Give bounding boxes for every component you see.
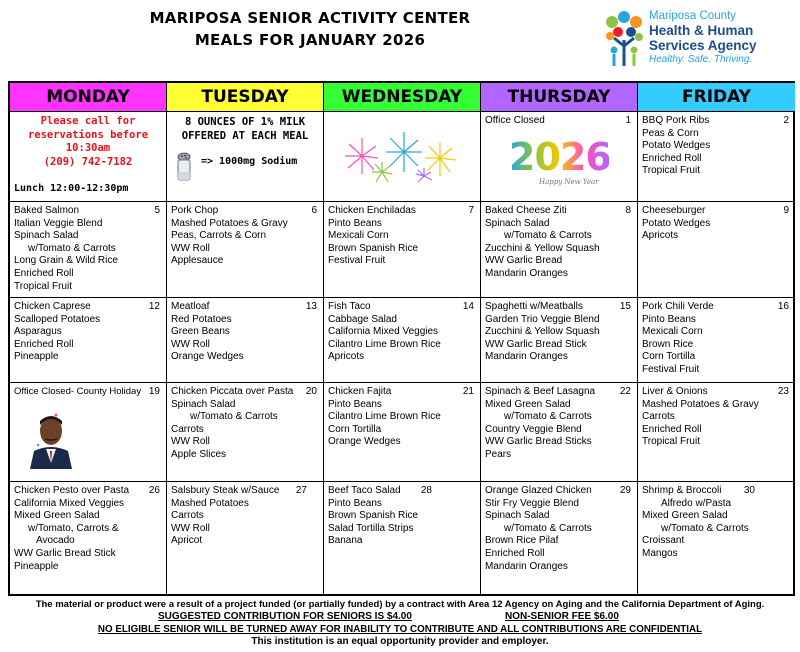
- menu-line: Enriched Roll: [642, 423, 702, 435]
- title-line-2: MEALS FOR JANUARY 2026: [194, 31, 426, 49]
- cell-day-16: [638, 298, 795, 383]
- menu-line: Italian Veggie Blend: [14, 217, 103, 229]
- menu-line: Mixed Green Salad: [485, 398, 571, 410]
- header-friday: FRIDAY: [638, 83, 795, 112]
- menu-line: Carrots: [642, 411, 675, 423]
- menu-line: Mandarin Oranges: [485, 267, 568, 279]
- menu-line: WW Roll: [171, 522, 210, 534]
- menu-line: Corn Tortilla: [642, 351, 696, 363]
- day-number: 20: [305, 386, 317, 397]
- menu-line: Potato Wedges: [642, 217, 711, 229]
- menu-line: Country Veggie Blend: [485, 423, 582, 435]
- day-number: 13: [305, 301, 317, 312]
- menu-line: Chicken Enchiladas: [328, 205, 416, 216]
- menu-line: Mixed Green Salad: [14, 510, 100, 522]
- menu-line: Brown Rice Pilaf: [485, 535, 559, 547]
- menu-line: Mixed Green Salad: [642, 510, 728, 522]
- sodium-note: => 1000mg Sodium: [201, 156, 298, 167]
- cell-day-26: [10, 482, 167, 594]
- menu-line: Cabbage Salad: [328, 313, 397, 325]
- day-number: 22: [619, 386, 631, 397]
- cell-day-29: [481, 482, 638, 594]
- menu-line: Enriched Roll: [485, 547, 545, 559]
- menu-line: Apricot: [171, 535, 203, 547]
- menu-line: Pinto Beans: [328, 497, 382, 509]
- menu-line: Cheeseburger: [642, 205, 706, 216]
- logo-name-line-1: Health & Human: [649, 23, 754, 38]
- logo-tagline: Healthy. Safe. Thriving.: [649, 54, 753, 65]
- menu-line: w/Tomato & Carrots: [28, 242, 116, 254]
- cell-day-6: [167, 202, 324, 298]
- menu-line: Corn Tortilla: [328, 423, 382, 435]
- family-tree-icon: [602, 10, 648, 68]
- menu-line: BBQ Pork Ribs: [642, 115, 710, 126]
- header-thursday: THURSDAY: [481, 83, 638, 112]
- cell-day-20: [167, 383, 324, 482]
- menu-line: Brown Rice: [642, 338, 694, 350]
- fireworks-icon: [332, 128, 472, 188]
- menu-line: Pork Chili Verde: [642, 301, 714, 312]
- cell-info-tuesday: [167, 112, 324, 202]
- no-turn-away-notice: NO ELIGIBLE SENIOR WILL BE TURNED AWAY FOR INABILITY TO CONTRIBUTE AND ALL CONTRIBUTIONS ARE CONFIDENTIAL: [97, 624, 703, 635]
- reservation-notice: Please call for reservations before 10:30am (209) 742-7182: [27, 115, 149, 168]
- menu-line: Mashed Potatoes & Gravy: [171, 217, 288, 229]
- day-number: 23: [777, 386, 789, 397]
- menu-line: w/Tomato & Carrots: [504, 522, 592, 534]
- menu-line: Office Closed- County Holiday: [14, 386, 142, 397]
- cell-day-13: [167, 298, 324, 383]
- cell-day-7: [324, 202, 481, 298]
- day-number: 8: [625, 205, 631, 216]
- menu-line: WW Garlic Bread: [485, 255, 563, 267]
- cell-day-14: [324, 298, 481, 383]
- menu-line: Orange Wedges: [171, 351, 244, 363]
- cell-day-23: [638, 383, 795, 482]
- lunch-hours: Lunch 12:00-12:30pm: [14, 183, 129, 194]
- menu-line: Mandarin Oranges: [485, 351, 568, 363]
- menu-line: WW Roll: [171, 436, 210, 448]
- menu-line: Festival Fruit: [328, 255, 386, 267]
- logo-text: [649, 10, 757, 66]
- menu-line: Chicken Piccata over Pasta: [171, 386, 294, 397]
- menu-line: Mandarin Oranges: [485, 560, 568, 572]
- menu-line: Cilantro Lime Brown Rice: [328, 411, 441, 423]
- logo-county: Mariposa County: [649, 10, 736, 22]
- logo-name-line-2: Services Agency: [649, 38, 757, 53]
- menu-line: California Mixed Veggies: [328, 326, 439, 338]
- menu-line: w/Tomato, Carrots &: [28, 522, 119, 534]
- menu-line: Zucchini & Yellow Squash: [485, 326, 600, 338]
- cell-day-8: [481, 202, 638, 298]
- equal-opportunity-notice: This institution is an equal opportunity provider and employer.: [251, 636, 549, 647]
- cell-day-28: [324, 482, 481, 594]
- menu-line: Chicken Caprese: [14, 301, 91, 312]
- meal-calendar: [8, 81, 795, 596]
- day-number: 2: [783, 115, 789, 126]
- menu-line: Spinach & Beef Lasagna: [485, 386, 596, 397]
- menu-line: Zucchini & Yellow Squash: [485, 242, 600, 254]
- menu-line: Chicken Pesto over Pasta: [14, 485, 130, 496]
- menu-line: WW Garlic Bread Sticks: [485, 436, 592, 448]
- menu-line: Peas & Corn: [642, 127, 699, 139]
- header-tuesday: TUESDAY: [167, 83, 324, 112]
- page-title: [110, 7, 510, 51]
- day-number: 30: [743, 485, 755, 496]
- menu-line: Fish Taco: [328, 301, 371, 312]
- menu-line: Scalloped Potatoes: [14, 313, 101, 325]
- cell-day-15: [481, 298, 638, 383]
- menu-line: Meatloaf: [171, 301, 210, 312]
- menu-line: Baked Cheese Ziti: [485, 205, 567, 216]
- menu-line: Pineapple: [14, 560, 59, 572]
- menu-line: Enriched Roll: [14, 267, 74, 279]
- menu-line: Salad Tortilla Strips: [328, 522, 414, 534]
- menu-line: Pork Chop: [171, 205, 219, 216]
- menu-line: Enriched Roll: [642, 152, 702, 164]
- menu-line: Apple Slices: [171, 448, 227, 460]
- cell-day-30: [638, 482, 795, 594]
- menu-line: Orange Glazed Chicken: [485, 485, 592, 496]
- menu-line: Apricots: [642, 230, 679, 242]
- menu-line: w/Tomato & Carrots: [504, 230, 592, 242]
- menu-line: Tropical Fruit: [14, 280, 72, 292]
- day-number: 16: [777, 301, 789, 312]
- menu-line: Banana: [328, 535, 363, 547]
- menu-line: Peas, Carrots & Corn: [171, 230, 267, 242]
- menu-line: Liver & Onions: [642, 386, 708, 397]
- menu-line: California Mixed Veggies: [14, 497, 125, 509]
- cell-day-22: [481, 383, 638, 482]
- menu-line: Croissant: [642, 535, 685, 547]
- cell-info-wednesday: [324, 112, 481, 202]
- menu-line: Shrimp & Broccoli: [642, 485, 722, 496]
- new-year-number: 2026: [509, 135, 611, 179]
- non-senior-fee: NON-SENIOR FEE $6.00: [505, 611, 619, 622]
- menu-line: Beef Taco Salad: [328, 485, 401, 496]
- menu-line: Pineapple: [14, 351, 59, 363]
- cell-info-monday: [10, 112, 167, 202]
- day-number: 28: [420, 485, 432, 496]
- day-number: 6: [311, 205, 317, 216]
- menu-line: Pinto Beans: [328, 398, 382, 410]
- menu-line: Pinto Beans: [328, 217, 382, 229]
- cell-day-2: [638, 112, 795, 202]
- menu-line: Cilantro Lime Brown Rice: [328, 338, 441, 350]
- menu-line: Red Potatoes: [171, 313, 232, 325]
- menu-line: Spinach Salad: [14, 230, 79, 242]
- day-number: 27: [295, 485, 307, 496]
- milk-notice: 8 OUNCES OF 1% MILK OFFERED AT EACH MEAL: [181, 116, 309, 142]
- menu-line: Carrots: [171, 510, 204, 522]
- menu-line: Mashed Potatoes & Gravy: [642, 398, 759, 410]
- menu-line: Orange Wedges: [328, 436, 401, 448]
- agency-logo: [602, 8, 794, 70]
- menu-line: Apricots: [328, 351, 365, 363]
- header-monday: MONDAY: [10, 83, 167, 112]
- menu-line: Green Beans: [171, 326, 230, 338]
- menu-line: Brown Spanish Rice: [328, 510, 419, 522]
- cell-day-12: [10, 298, 167, 383]
- menu-line: Mangos: [642, 547, 678, 559]
- day-number: 29: [619, 485, 631, 496]
- day-number: 19: [148, 386, 160, 397]
- menu-line: Baked Salmon: [14, 205, 80, 216]
- day-number: 1: [625, 115, 631, 126]
- cell-day-9: [638, 202, 795, 298]
- menu-line: w/Tomato & Carrots: [504, 411, 592, 423]
- new-year-2026-image: [509, 136, 609, 192]
- menu-line: Alfredo w/Pasta: [661, 497, 732, 509]
- day-number: 21: [462, 386, 474, 397]
- menu-line: Festival Fruit: [642, 363, 700, 375]
- menu-line: Tropical Fruit: [642, 436, 700, 448]
- menu-line: Mashed Potatoes: [171, 497, 249, 509]
- menu-line: Pinto Beans: [642, 313, 696, 325]
- senior-contribution: SUGGESTED CONTRIBUTION FOR SENIORS IS $4.00: [158, 611, 412, 622]
- day-number: 5: [154, 205, 160, 216]
- menu-line: Carrots: [171, 423, 204, 435]
- day-number: 7: [468, 205, 474, 216]
- salt-shaker-icon: [175, 152, 193, 182]
- cell-day-21: [324, 383, 481, 482]
- menu-line: Applesauce: [171, 255, 224, 267]
- cell-day-27: [167, 482, 324, 594]
- menu-line: w/Tomato & Carrots: [190, 411, 278, 423]
- menu-line: Enriched Roll: [14, 338, 74, 350]
- menu-line: WW Garlic Bread Stick: [14, 547, 116, 559]
- day-number: 12: [148, 301, 160, 312]
- cell-day-19: [10, 383, 167, 482]
- day-number: 14: [462, 301, 474, 312]
- menu-line: Spinach Salad: [485, 510, 550, 522]
- menu-line: WW Garlic Bread Stick: [485, 338, 587, 350]
- menu-line: WW Roll: [171, 338, 210, 350]
- menu-line: Mexicali Corn: [328, 230, 389, 242]
- menu-line: Brown Spanish Rice: [328, 242, 419, 254]
- cell-day-5: [10, 202, 167, 298]
- menu-line: Potato Wedges: [642, 140, 711, 152]
- menu-line: Pears: [485, 448, 512, 460]
- menu-line: Tropical Fruit: [642, 165, 700, 177]
- menu-line: Office Closed: [485, 115, 545, 126]
- menu-line: Avocado: [36, 535, 75, 547]
- day-number: 15: [619, 301, 631, 312]
- menu-line: Garden Trio Veggie Blend: [485, 313, 600, 325]
- menu-line: Spaghetti w/Meatballs: [485, 301, 583, 312]
- menu-line: Salsbury Steak w/Sauce: [171, 485, 280, 496]
- funding-notice: The material or product were a result of a project funded (or partially funded) by a contract with Area 12 Agency on Aging and the California Department of Aging.: [35, 599, 765, 610]
- menu-line: Asparagus: [14, 326, 62, 338]
- menu-line: Spinach Salad: [171, 398, 236, 410]
- menu-line: w/Tomato & Carrots: [661, 522, 749, 534]
- menu-line: Spinach Salad: [485, 217, 550, 229]
- new-year-caption: Happy New Year: [539, 178, 599, 186]
- menu-line: Stir Fry Veggie Blend: [485, 497, 579, 509]
- mlk-portrait-icon: [26, 405, 76, 469]
- day-number: 26: [148, 485, 160, 496]
- menu-line: Chicken Fajita: [328, 386, 392, 397]
- menu-line: WW Roll: [171, 242, 210, 254]
- cell-day-1: [481, 112, 638, 202]
- header-wednesday: WEDNESDAY: [324, 83, 481, 112]
- menu-line: Mexicali Corn: [642, 326, 703, 338]
- day-number: 9: [783, 205, 789, 216]
- title-line-1: MARIPOSA SENIOR ACTIVITY CENTER: [149, 9, 471, 27]
- menu-line: Long Grain & Wild Rice: [14, 255, 118, 267]
